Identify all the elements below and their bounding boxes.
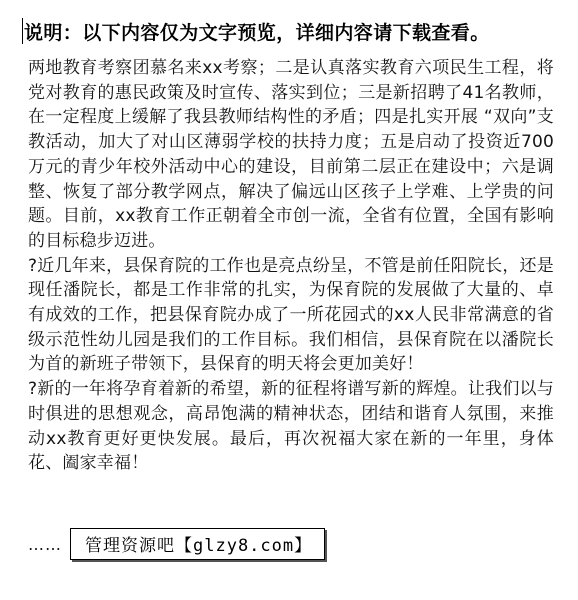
trailing-ellipsis: …… bbox=[28, 534, 62, 554]
watermark-prefix: 管理资源吧【 bbox=[85, 536, 193, 556]
paragraph-2: ?近几年来，县保育院的工作也是亮点纷呈，不管是前任阳院长，还是现任潘院长，都是工作非常的扎实，为保育院的发展做了大量的、卓有成效的工作，把县保育院办成了一所花园式的xx人民非常满意的省级示范性幼儿园是我们的工作目标。我们相信，县保育院在以潘院长为首的新班子带领下，县保育的明天将会更加美好！ bbox=[28, 255, 554, 375]
preview-notice-text: 说明：以下内容仅为文字预览，详细内容请下载查看。 bbox=[24, 21, 490, 44]
watermark-suffix: 】 bbox=[294, 536, 313, 556]
watermark-domain: glzy8.com bbox=[193, 536, 295, 556]
site-watermark-badge bbox=[70, 528, 325, 560]
document-body bbox=[28, 56, 554, 476]
document-footer bbox=[28, 528, 325, 560]
preview-notice bbox=[22, 14, 562, 48]
paragraph-1: 两地教育考察团慕名来xx考察；二是认真落实教育六项民生工程，将党对教育的惠民政策及时宣传、落实到位；三是新招聘了41名教师，在一定程度上缓解了我县教师结构性的矛盾；四是扎实开展 “双向”支教活动，加大了对山区薄弱学校的扶持力度；五是启动了投资近700万元的青少年校外活动中心的建设，目前第二层正在建设中；六是调整、恢复了部分教学网点，解决了偏远山区孩子上学难、上学贵的问题。目前，xx教育工作正朝着全市创一流，全省有位置，全国有影响的目标稳步迈进。 bbox=[28, 58, 554, 251]
paragraph-3: ?新的一年将孕育着新的希望，新的征程将谱写新的辉煌。让我们以与时俱进的思想观念，高昂饱满的精神状态，团结和谐育人氛围，来推动xx教育更好更快发展。最后，再次祝福大家在新的一年里，身体花、阖家幸福！ bbox=[28, 379, 554, 474]
text-cursor bbox=[22, 18, 23, 44]
